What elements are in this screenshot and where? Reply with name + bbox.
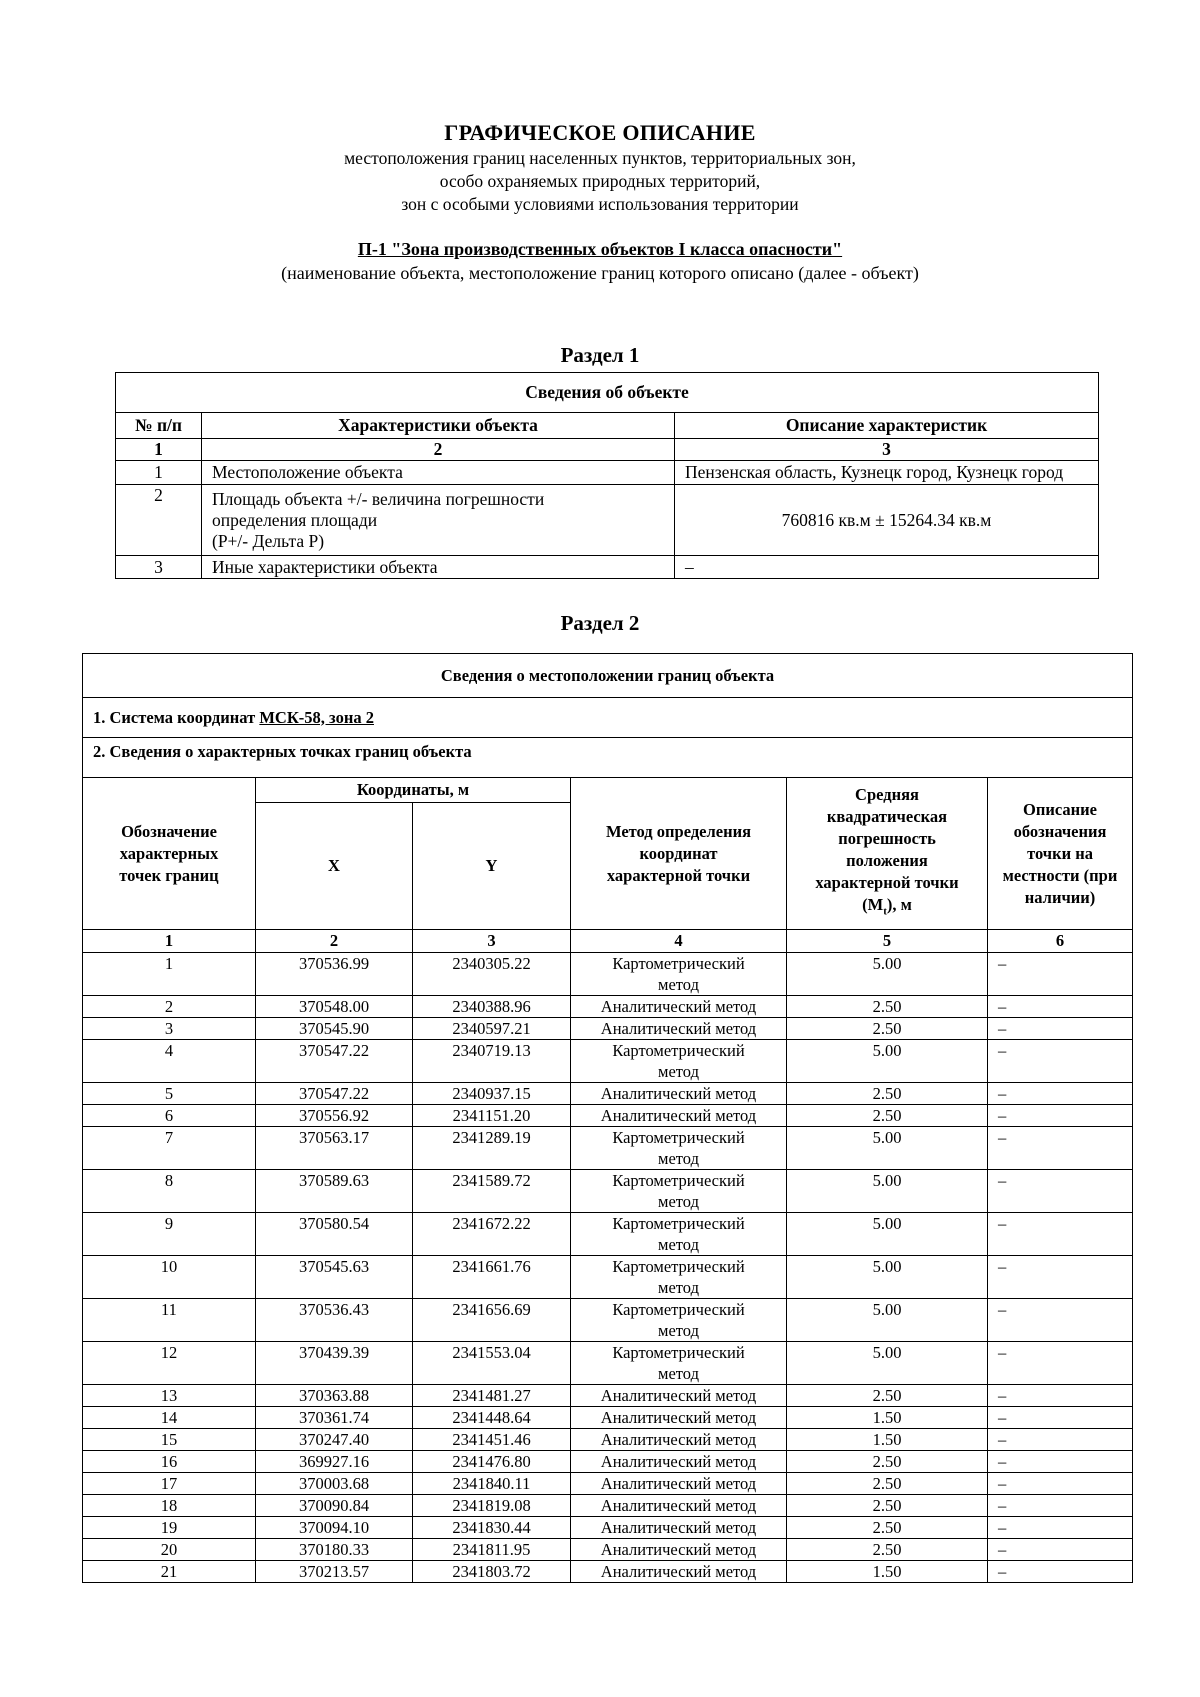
point-number-cell: 8 — [83, 1170, 256, 1213]
error-cell: 2.50 — [787, 1495, 988, 1517]
point-number-cell: 4 — [83, 1040, 256, 1083]
point-description-cell: – — [988, 1083, 1133, 1105]
table-row — [83, 953, 1133, 996]
object-info-table-title: Сведения об объекте — [116, 373, 1099, 413]
point-description-cell: – — [988, 1429, 1133, 1451]
row-number-cell: 3 — [116, 556, 202, 579]
point-number-cell: 15 — [83, 1429, 256, 1451]
table-row — [83, 1473, 1133, 1495]
object-name-text: П-1 "Зона производственных объектов I класса опасности" — [357, 239, 843, 259]
table-header-cell: № п/п — [116, 413, 202, 439]
x-coordinate-cell: 370536.43 — [256, 1299, 413, 1342]
header-line: обозначения — [1013, 821, 1107, 841]
x-coordinate-cell: 370589.63 — [256, 1170, 413, 1213]
error-cell: 2.50 — [787, 1083, 988, 1105]
y-coordinate-cell: 2341476.80 — [413, 1451, 571, 1473]
x-coordinate-cell: 370361.74 — [256, 1407, 413, 1429]
method-cell: Аналитический метод — [571, 996, 787, 1018]
column-number-cell: 1 — [83, 930, 256, 953]
y-coordinate-cell: 2341811.95 — [413, 1539, 571, 1561]
y-coordinate-cell: 2341819.08 — [413, 1495, 571, 1517]
table-row — [83, 1170, 1133, 1213]
characteristic-line: (P+/- Дельта P) — [212, 530, 325, 551]
y-coordinate-cell: 2341451.46 — [413, 1429, 571, 1451]
x-coordinate-cell: 370363.88 — [256, 1385, 413, 1407]
y-coordinate-cell: 2341672.22 — [413, 1213, 571, 1256]
header-line: местности (при — [1002, 865, 1118, 885]
method-cell — [571, 1213, 787, 1256]
point-description-cell: – — [988, 996, 1133, 1018]
method-line: метод — [658, 1278, 699, 1297]
x-coordinate-cell: 370547.22 — [256, 1083, 413, 1105]
method-cell: Аналитический метод — [571, 1517, 787, 1539]
y-coordinate-cell: 2341553.04 — [413, 1342, 571, 1385]
boundary-table-title: Сведения о местоположении границ объекта — [83, 654, 1133, 698]
method-line: Картометрический — [612, 1214, 745, 1233]
x-coordinate-cell: 370094.10 — [256, 1517, 413, 1539]
object-info-table — [115, 372, 1099, 579]
y-coordinate-cell: 2340305.22 — [413, 953, 571, 996]
characteristic-line: Площадь объекта +/- величина погрешности — [212, 488, 545, 509]
error-cell: 5.00 — [787, 1127, 988, 1170]
table-row — [83, 1018, 1133, 1040]
point-number-cell: 10 — [83, 1256, 256, 1299]
table-row — [83, 1299, 1133, 1342]
header-line: квадратическая — [826, 807, 948, 827]
object-name — [0, 239, 1200, 260]
table-row — [83, 1083, 1133, 1105]
y-header: Y — [413, 803, 571, 930]
table-row — [116, 485, 1099, 556]
point-number-cell: 11 — [83, 1299, 256, 1342]
point-designation-header — [83, 778, 256, 930]
point-description-cell: – — [988, 1517, 1133, 1539]
method-line: метод — [658, 1192, 699, 1211]
method-line: Картометрический — [612, 1128, 745, 1147]
point-number-cell: 13 — [83, 1385, 256, 1407]
method-line: метод — [658, 1364, 699, 1383]
error-cell: 5.00 — [787, 1170, 988, 1213]
error-cell: 1.50 — [787, 1561, 988, 1583]
error-header — [787, 778, 988, 930]
characteristic-cell: Местоположение объекта — [202, 461, 675, 485]
table-header-cell: Описание характеристик — [675, 413, 1099, 439]
method-cell — [571, 1342, 787, 1385]
method-cell — [571, 1127, 787, 1170]
method-line: метод — [658, 975, 699, 994]
error-cell: 2.50 — [787, 1539, 988, 1561]
characteristic-cell — [202, 485, 675, 556]
point-description-cell: – — [988, 1127, 1133, 1170]
description-cell: – — [675, 556, 1099, 579]
column-number-cell: 3 — [675, 439, 1099, 461]
point-description-cell: – — [988, 1539, 1133, 1561]
characteristic-line: определения площади — [212, 509, 378, 530]
table-row — [83, 1407, 1133, 1429]
point-description-cell: – — [988, 953, 1133, 996]
table-row — [83, 1213, 1133, 1256]
column-number-cell: 3 — [413, 930, 571, 953]
header-text: ), м — [886, 895, 912, 915]
header-line: Средняя — [855, 785, 919, 805]
error-cell: 2.50 — [787, 1451, 988, 1473]
method-cell: Аналитический метод — [571, 1561, 787, 1583]
row-number-cell: 2 — [116, 485, 202, 556]
y-coordinate-cell: 2341151.20 — [413, 1105, 571, 1127]
coordinate-system-row — [83, 698, 1133, 738]
x-coordinate-cell: 369927.16 — [256, 1451, 413, 1473]
point-description-cell: – — [988, 1473, 1133, 1495]
y-coordinate-cell: 2341803.72 — [413, 1561, 571, 1583]
x-coordinate-cell: 370547.22 — [256, 1040, 413, 1083]
y-coordinate-cell: 2341830.44 — [413, 1517, 571, 1539]
column-number-cell: 1 — [116, 439, 202, 461]
error-cell: 5.00 — [787, 1213, 988, 1256]
boundary-points-table — [82, 653, 1133, 1583]
point-number-cell: 16 — [83, 1451, 256, 1473]
method-cell: Аналитический метод — [571, 1495, 787, 1517]
y-coordinate-cell: 2341448.64 — [413, 1407, 571, 1429]
column-numbers-row — [83, 930, 1133, 953]
error-cell: 5.00 — [787, 1256, 988, 1299]
document-subtitle-line: особо охраняемых природных территорий, — [439, 171, 761, 191]
x-coordinate-cell: 370545.63 — [256, 1256, 413, 1299]
table-row — [83, 1105, 1133, 1127]
error-cell: 2.50 — [787, 1517, 988, 1539]
section-1-title: Раздел 1 — [560, 343, 640, 367]
header-line: характерных — [119, 843, 219, 863]
error-cell: 2.50 — [787, 1473, 988, 1495]
point-description-cell: – — [988, 1213, 1133, 1256]
x-coordinate-cell: 370548.00 — [256, 996, 413, 1018]
point-number-cell: 17 — [83, 1473, 256, 1495]
table-row — [83, 1385, 1133, 1407]
method-cell — [571, 1170, 787, 1213]
coordinates-header: Координаты, м — [256, 778, 571, 803]
method-cell — [571, 1040, 787, 1083]
method-cell: Аналитический метод — [571, 1407, 787, 1429]
method-line: Картометрический — [612, 1041, 745, 1060]
x-coordinate-cell: 370180.33 — [256, 1539, 413, 1561]
point-description-cell: – — [988, 1170, 1133, 1213]
error-cell: 5.00 — [787, 953, 988, 996]
x-coordinate-cell: 370213.57 — [256, 1561, 413, 1583]
point-number-cell: 7 — [83, 1127, 256, 1170]
method-cell: Аналитический метод — [571, 1473, 787, 1495]
error-cell: 2.50 — [787, 996, 988, 1018]
method-line: Картометрический — [612, 1300, 745, 1319]
point-description-cell: – — [988, 1105, 1133, 1127]
point-description-cell: – — [988, 1256, 1133, 1299]
y-coordinate-cell: 2340388.96 — [413, 996, 571, 1018]
point-number-cell: 2 — [83, 996, 256, 1018]
table-row — [83, 1342, 1133, 1385]
characteristic-cell: Иные характеристики объекта — [202, 556, 675, 579]
description-header — [988, 778, 1133, 930]
header-line: Метод определения — [605, 821, 752, 841]
method-line: Картометрический — [612, 1257, 745, 1276]
point-number-cell: 6 — [83, 1105, 256, 1127]
header-line: положения — [846, 851, 928, 871]
document-title: ГРАФИЧЕСКОЕ ОПИСАНИЕ — [444, 120, 756, 145]
method-line: Картометрический — [612, 1343, 745, 1362]
error-cell: 5.00 — [787, 1299, 988, 1342]
point-number-cell: 9 — [83, 1213, 256, 1256]
method-cell — [571, 1256, 787, 1299]
table-row — [83, 1127, 1133, 1170]
column-number-cell: 2 — [202, 439, 675, 461]
method-cell: Аналитический метод — [571, 1018, 787, 1040]
point-number-cell: 20 — [83, 1539, 256, 1561]
point-number-cell: 19 — [83, 1517, 256, 1539]
x-coordinate-cell: 370563.17 — [256, 1127, 413, 1170]
method-cell — [571, 1299, 787, 1342]
header-line: координат — [639, 843, 718, 863]
document-subtitle-line: местоположения границ населенных пунктов, территориальных зон, — [344, 148, 856, 168]
x-coordinate-cell: 370003.68 — [256, 1473, 413, 1495]
x-coordinate-cell: 370439.39 — [256, 1342, 413, 1385]
x-coordinate-cell: 370536.99 — [256, 953, 413, 996]
header-line: Описание — [1023, 799, 1098, 819]
header-line: точки на — [1027, 843, 1093, 863]
point-description-cell: – — [988, 1018, 1133, 1040]
error-cell: 2.50 — [787, 1385, 988, 1407]
point-description-cell: – — [988, 1040, 1133, 1083]
header-subscript: t — [883, 905, 887, 918]
table-header-cell: Характеристики объекта — [202, 413, 675, 439]
table-row — [83, 1561, 1133, 1583]
method-cell: Аналитический метод — [571, 1451, 787, 1473]
point-number-cell: 21 — [83, 1561, 256, 1583]
method-header — [571, 778, 787, 930]
coordinate-system-label: 1. Система координат — [93, 707, 256, 727]
column-number-cell: 6 — [988, 930, 1133, 953]
table-row — [83, 1495, 1133, 1517]
x-coordinate-cell: 370556.92 — [256, 1105, 413, 1127]
points-section-title: 2. Сведения о характерных точках границ объекта — [83, 738, 1133, 778]
y-coordinate-cell: 2341289.19 — [413, 1127, 571, 1170]
point-number-cell: 14 — [83, 1407, 256, 1429]
header-line: точек границ — [119, 865, 219, 885]
error-cell: 2.50 — [787, 1105, 988, 1127]
header-text: (M — [862, 895, 884, 915]
header-line — [787, 894, 987, 922]
point-number-cell: 18 — [83, 1495, 256, 1517]
description-cell: Пензенская область, Кузнецк город, Кузнецк город — [675, 461, 1099, 485]
table-row — [83, 1429, 1133, 1451]
y-coordinate-cell: 2341656.69 — [413, 1299, 571, 1342]
method-line: Картометрический — [612, 954, 745, 973]
table-row — [116, 556, 1099, 579]
error-cell: 5.00 — [787, 1040, 988, 1083]
column-number-cell: 5 — [787, 930, 988, 953]
method-cell: Аналитический метод — [571, 1429, 787, 1451]
method-cell: Аналитический метод — [571, 1105, 787, 1127]
y-coordinate-cell: 2340719.13 — [413, 1040, 571, 1083]
points-table-body — [83, 953, 1133, 1583]
method-line: метод — [658, 1321, 699, 1340]
column-number-cell: 2 — [256, 930, 413, 953]
point-number-cell: 3 — [83, 1018, 256, 1040]
error-cell: 5.00 — [787, 1342, 988, 1385]
document-subtitle-line: зон с особыми условиями использования территории — [401, 194, 799, 214]
y-coordinate-cell: 2341840.11 — [413, 1473, 571, 1495]
table-row — [83, 1256, 1133, 1299]
table-row — [83, 1040, 1133, 1083]
table-row — [116, 461, 1099, 485]
method-line: метод — [658, 1235, 699, 1254]
header-line: характерной точки — [606, 865, 751, 885]
error-cell: 1.50 — [787, 1429, 988, 1451]
coordinate-system-value: МСК-58, зона 2 — [259, 707, 374, 727]
method-line: метод — [658, 1149, 699, 1168]
y-coordinate-cell: 2341589.72 — [413, 1170, 571, 1213]
method-cell: Аналитический метод — [571, 1083, 787, 1105]
x-coordinate-cell: 370247.40 — [256, 1429, 413, 1451]
method-cell — [571, 953, 787, 996]
column-number-cell: 4 — [571, 930, 787, 953]
point-description-cell: – — [988, 1385, 1133, 1407]
method-line: Картометрический — [612, 1171, 745, 1190]
point-description-cell: – — [988, 1342, 1133, 1385]
header-line: Обозначение — [121, 821, 217, 841]
header-line: наличии) — [1024, 887, 1096, 907]
method-line: метод — [658, 1062, 699, 1081]
point-description-cell: – — [988, 1561, 1133, 1583]
y-coordinate-cell: 2340937.15 — [413, 1083, 571, 1105]
header-line: характерной точки — [815, 873, 959, 893]
point-number-cell: 12 — [83, 1342, 256, 1385]
y-coordinate-cell: 2340597.21 — [413, 1018, 571, 1040]
point-number-cell: 5 — [83, 1083, 256, 1105]
point-number-cell: 1 — [83, 953, 256, 996]
x-coordinate-cell: 370580.54 — [256, 1213, 413, 1256]
object-note: (наименование объекта, местоположение границ которого описано (далее - объект) — [281, 263, 919, 283]
error-cell: 1.50 — [787, 1407, 988, 1429]
table-row — [83, 1517, 1133, 1539]
x-coordinate-cell: 370545.90 — [256, 1018, 413, 1040]
point-description-cell: – — [988, 1299, 1133, 1342]
x-header: X — [256, 803, 413, 930]
y-coordinate-cell: 2341661.76 — [413, 1256, 571, 1299]
table-row — [83, 1539, 1133, 1561]
description-cell: 760816 кв.м ± 15264.34 кв.м — [675, 485, 1099, 556]
point-description-cell: – — [988, 1495, 1133, 1517]
section-2-title: Раздел 2 — [560, 611, 640, 635]
table-row — [83, 996, 1133, 1018]
method-cell: Аналитический метод — [571, 1539, 787, 1561]
x-coordinate-cell: 370090.84 — [256, 1495, 413, 1517]
point-description-cell: – — [988, 1407, 1133, 1429]
method-cell: Аналитический метод — [571, 1385, 787, 1407]
table-row — [83, 1451, 1133, 1473]
error-cell: 2.50 — [787, 1018, 988, 1040]
header-line: погрешность — [838, 829, 936, 849]
y-coordinate-cell: 2341481.27 — [413, 1385, 571, 1407]
row-number-cell: 1 — [116, 461, 202, 485]
point-description-cell: – — [988, 1451, 1133, 1473]
